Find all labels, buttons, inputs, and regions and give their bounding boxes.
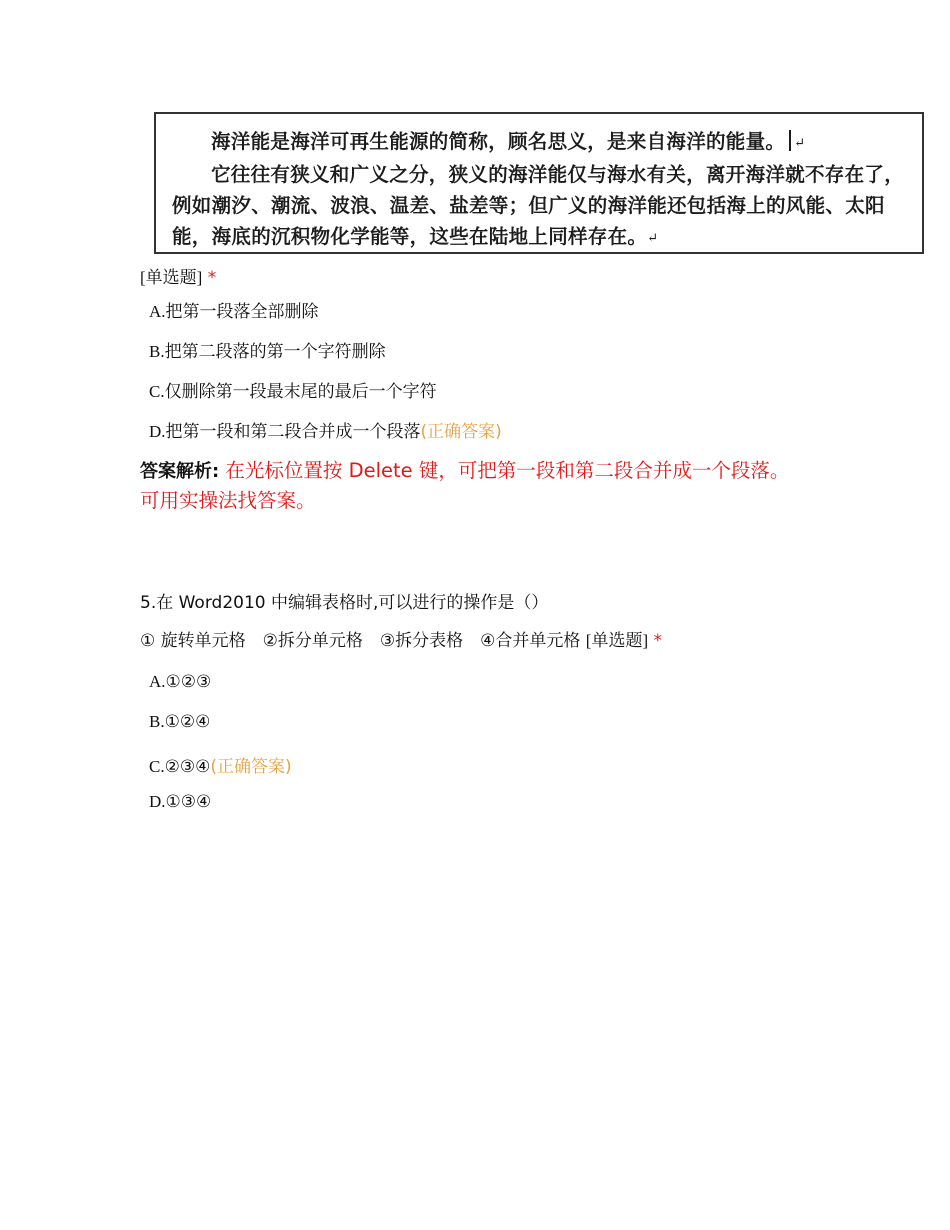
question-type-label: [单选题] — [140, 268, 203, 287]
option-text: 仅删除第一段最末尾的最后一个字符 — [164, 382, 437, 402]
question4-option-d[interactable] — [149, 417, 502, 442]
required-mark: * — [207, 268, 217, 288]
option-text: ①③④ — [165, 792, 212, 812]
option-text: ①②③ — [165, 672, 212, 692]
question5-option-c[interactable] — [149, 752, 292, 777]
option-text: 把第二段落的第一个字符删除 — [164, 342, 386, 362]
question5-operations-line — [140, 626, 662, 651]
text-cursor — [789, 130, 791, 151]
required-mark: * — [653, 631, 663, 651]
question-stem-text: 5.在 Word2010 中编辑表格时,可以进行的操作是（） — [140, 593, 549, 613]
option-label: D. — [149, 422, 166, 441]
option-label: C. — [149, 757, 165, 776]
correct-answer-note: (正确答案) — [210, 757, 292, 777]
operations-list: ① 旋转单元格 ②拆分单元格 ③拆分表格 ④合并单元格 — [140, 631, 581, 651]
question5-option-d[interactable] — [149, 792, 211, 812]
correct-answer-note: (正确答案) — [420, 422, 502, 442]
question5-option-b[interactable] — [149, 712, 210, 732]
passage-paragraph-1 — [172, 126, 908, 159]
passage-figure — [154, 112, 924, 254]
passage-paragraph-2 — [172, 159, 908, 254]
option-text: ①②④ — [164, 712, 211, 732]
question4-option-a[interactable] — [149, 297, 319, 322]
question5-stem — [140, 588, 548, 613]
option-label: B. — [149, 342, 165, 361]
option-label: A. — [149, 672, 166, 691]
option-label: B. — [149, 712, 165, 731]
answer-analysis — [140, 456, 800, 515]
question4-type-line — [140, 263, 216, 288]
option-text: ②③④ — [164, 757, 211, 777]
passage-paragraph-1-text: 海洋能是海洋可再生能源的简称，顾名思义，是来自海洋的能量。 — [211, 130, 786, 153]
question4-option-c[interactable] — [149, 377, 437, 402]
paragraph-mark-icon: ↵ — [794, 136, 806, 151]
paragraph-mark-icon: ↵ — [647, 231, 659, 246]
option-text: 把第一段落全部删除 — [165, 302, 319, 322]
analysis-label: 答案解析: — [140, 461, 220, 482]
analysis-text: 在光标位置按 Delete 键，可把第一段和第二段合并成一个段落。可用实操法找答案。 — [140, 459, 790, 512]
passage-paragraph-2-text: 它往往有狭义和广义之分，狭义的海洋能仅与海水有关，离开海洋就不存在了，例如潮汐、潮流、波浪、温差、盐差等；但广义的海洋能还包括海上的风能、太阳能，海底的沉积物化学能等，这些在陆地上同样存在。 — [172, 163, 905, 248]
question5-option-a[interactable] — [149, 672, 211, 692]
option-label: A. — [149, 302, 166, 321]
option-label: D. — [149, 792, 166, 811]
question-type-label: [单选题] — [585, 631, 649, 650]
option-label: C. — [149, 382, 165, 401]
option-text: 把第一段和第二段合并成一个段落 — [165, 422, 421, 442]
question4-option-b[interactable] — [149, 337, 386, 362]
